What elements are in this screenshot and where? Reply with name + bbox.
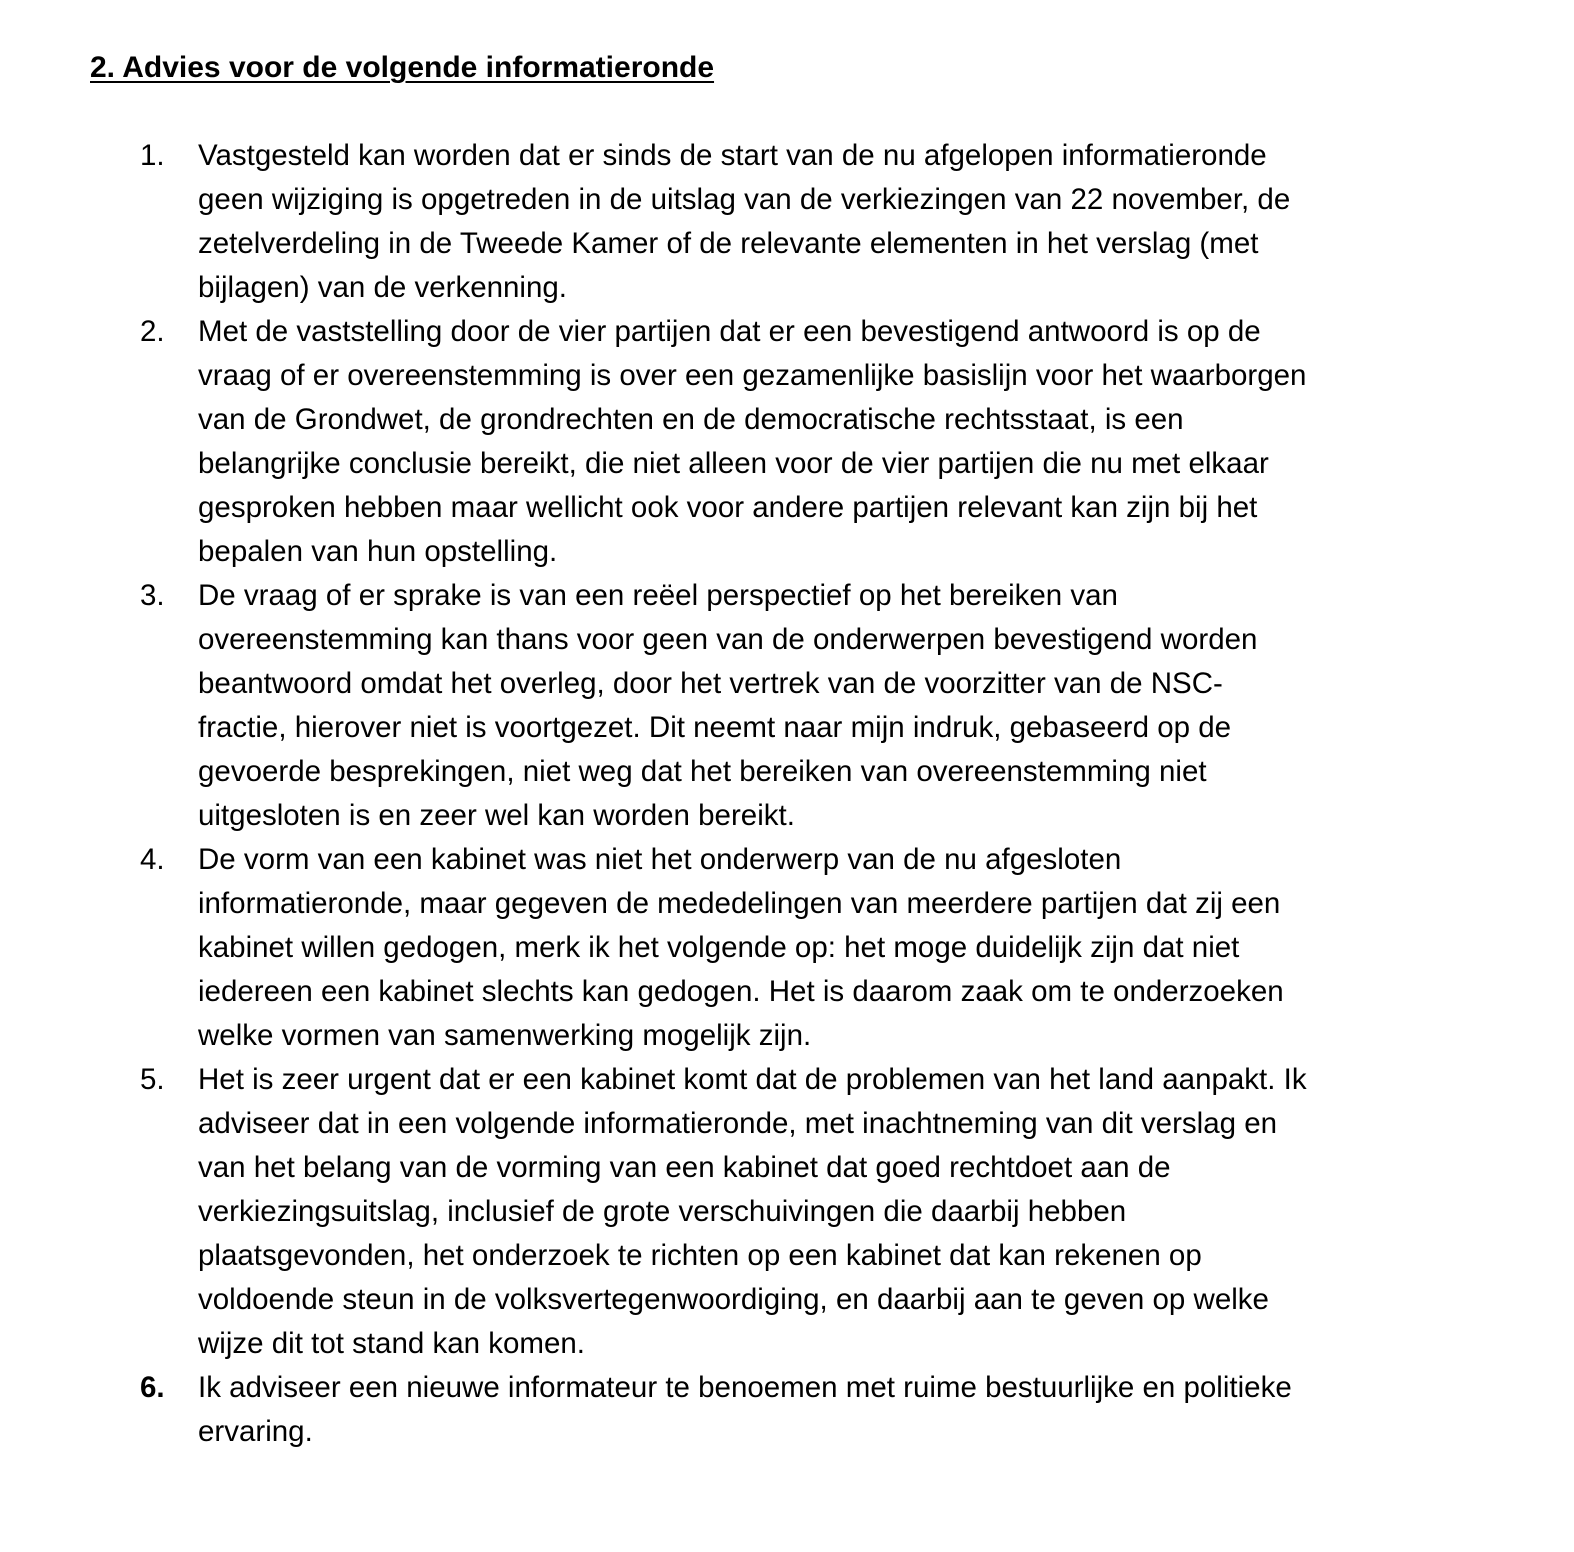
text-line: beantwoord omdat het overleg, door het vertrek van de voorzitter van de NSC-	[198, 667, 1223, 700]
text-line: voldoende steun in de volksvertegenwoordiging, en daarbij aan te geven op welke	[198, 1283, 1269, 1316]
text-line: geen wijziging is opgetreden in de uitslag van de verkiezingen van 22 november, de	[198, 183, 1291, 216]
list-item-number: 6.	[140, 1371, 165, 1404]
text-line: vraag of er overeenstemming is over een gezamenlijke basislijn voor het waarborgen	[198, 359, 1307, 392]
text-line: uitgesloten is en zeer wel kan worden bereikt.	[198, 799, 795, 832]
text-line: wijze dit tot stand kan komen.	[198, 1327, 585, 1360]
list-item-text	[198, 1058, 1460, 1366]
text-line: verkiezingsuitslag, inclusief de grote verschuivingen die daarbij hebben	[198, 1195, 1127, 1228]
text-line: informatieronde, maar gegeven de mededelingen van meerdere partijen dat zij een	[198, 887, 1281, 920]
text-line: gesproken hebben maar wellicht ook voor andere partijen relevant kan zijn bij het	[198, 491, 1258, 524]
list-item	[0, 310, 1574, 574]
list-item-number: 1.	[140, 139, 165, 172]
advice-list	[0, 134, 1574, 1454]
section-heading: 2. Advies voor de volgende informatieronde	[90, 51, 715, 84]
list-item	[0, 838, 1574, 1058]
text-line: plaatsgevonden, het onderzoek te richten op een kabinet dat kan rekenen op	[198, 1239, 1202, 1272]
list-item	[0, 1058, 1574, 1366]
text-line: De vorm van een kabinet was niet het onderwerp van de nu afgesloten	[198, 843, 1122, 876]
text-line: overeenstemming kan thans voor geen van de onderwerpen bevestigend worden	[198, 623, 1258, 656]
text-line: Met de vaststelling door de vier partijen dat er een bevestigend antwoord is op de	[198, 315, 1261, 348]
list-item-text	[198, 574, 1460, 838]
text-line: van de Grondwet, de grondrechten en de democratische rechtsstaat, is een	[198, 403, 1184, 436]
text-line: Vastgesteld kan worden dat er sinds de start van de nu afgelopen informatieronde	[198, 139, 1267, 172]
text-line: belangrijke conclusie bereikt, die niet alleen voor de vier partijen die nu met elkaar	[198, 447, 1269, 480]
text-line: kabinet willen gedogen, merk ik het volgende op: het moge duidelijk zijn dat niet	[198, 931, 1240, 964]
text-line: van het belang van de vorming van een kabinet dat goed rechtdoet aan de	[198, 1151, 1171, 1184]
list-item-text	[198, 838, 1460, 1058]
list-item-text	[198, 134, 1460, 310]
text-line: gevoerde besprekingen, niet weg dat het bereiken van overeenstemming niet	[198, 755, 1207, 788]
text-line: Ik adviseer een nieuwe informateur te benoemen met ruime bestuurlijke en politieke	[198, 1371, 1292, 1404]
text-line: zetelverdeling in de Tweede Kamer of de relevante elementen in het verslag (met	[198, 227, 1259, 260]
text-line: bepalen van hun opstelling.	[198, 535, 558, 568]
text-line: bijlagen) van de verkenning.	[198, 271, 567, 304]
list-item-number: 3.	[140, 579, 165, 612]
text-line: fractie, hierover niet is voortgezet. Dit neemt naar mijn indruk, gebaseerd op de	[198, 711, 1232, 744]
list-item-text	[198, 310, 1460, 574]
text-line: adviseer dat in een volgende informatieronde, met inachtneming van dit verslag en	[198, 1107, 1278, 1140]
text-line: iedereen een kabinet slechts kan gedogen. Het is daarom zaak om te onderzoeken	[198, 975, 1284, 1008]
list-item-number: 4.	[140, 843, 165, 876]
text-line: ervaring.	[198, 1415, 313, 1448]
list-item-number: 5.	[140, 1063, 165, 1096]
text-line: Het is zeer urgent dat er een kabinet komt dat de problemen van het land aanpakt. Ik	[198, 1063, 1307, 1096]
text-line: De vraag of er sprake is van een reëel perspectief op het bereiken van	[198, 579, 1118, 612]
list-item-text	[198, 1366, 1460, 1454]
list-item-number: 2.	[140, 315, 165, 348]
list-item	[0, 134, 1574, 310]
text-line: welke vormen van samenwerking mogelijk zijn.	[198, 1019, 812, 1052]
list-item	[0, 1366, 1574, 1454]
list-item	[0, 574, 1574, 838]
